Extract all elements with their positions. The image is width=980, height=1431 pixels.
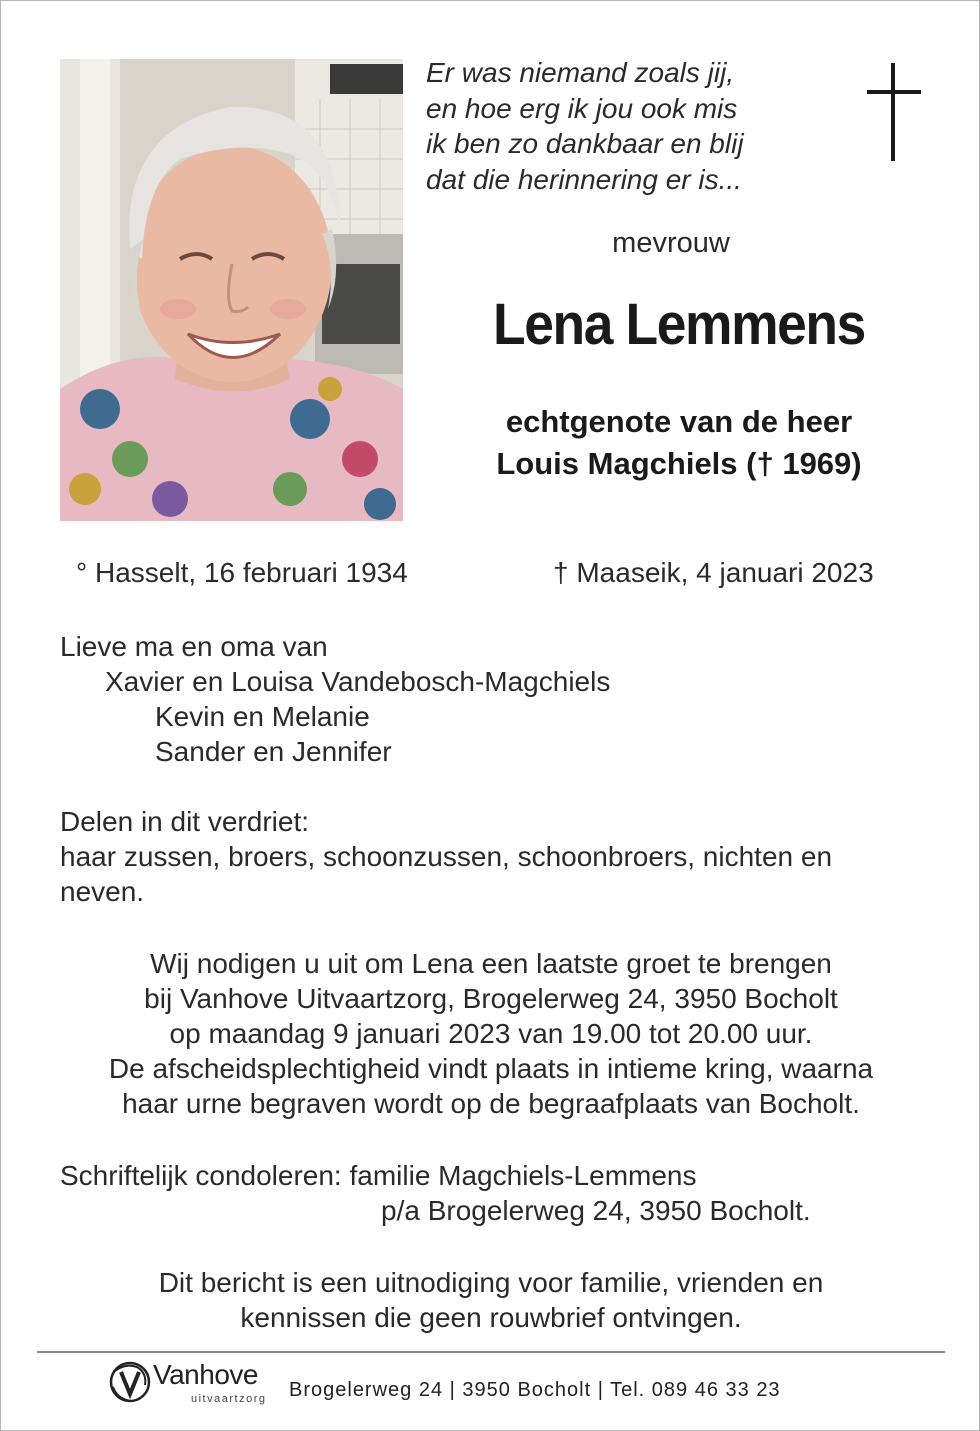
- condolences-line: Schriftelijk condoleren: familie Magchiels-Lemmens: [60, 1160, 697, 1191]
- condolences-address: p/a Brogelerweg 24, 3950 Bocholt.: [381, 1195, 811, 1226]
- deceased-name: Lena Lemmens: [493, 292, 865, 357]
- portrait-photo: [60, 59, 403, 521]
- poem-line: en hoe erg ik jou ook mis: [426, 92, 738, 124]
- footer-address: Brogelerweg 24 | 3950 Bocholt | Tel. 089 46 33 23: [289, 1379, 781, 1401]
- share-intro: Delen in dit verdriet:: [60, 806, 310, 837]
- invitation-line: De afscheidsplechtigheid vindt plaats in intieme kring, waarna: [108, 1053, 874, 1084]
- share-section: [60, 804, 940, 909]
- death-date: † Maaseik, 4 januari 2023: [553, 557, 874, 588]
- share-line: haar zussen, broers, schoonzussen, schoonbroers, nichten en: [60, 841, 833, 872]
- divider: [37, 1351, 945, 1353]
- invitation-line: op maandag 9 januari 2023 van 19.00 tot 20.00 uur.: [169, 1018, 813, 1049]
- latin-cross-icon: [863, 63, 925, 161]
- spouse-info: [421, 401, 937, 485]
- vanhove-emblem-icon: [107, 1357, 153, 1407]
- poem-line: dat die herinnering er is...: [426, 163, 742, 195]
- condolences-section: [60, 1158, 940, 1228]
- invitation-section: [41, 946, 941, 1121]
- family-section: [60, 629, 940, 769]
- children-line: Xavier en Louisa Vandebosch-Magchiels: [105, 666, 611, 697]
- salutation: mevrouw: [612, 227, 730, 259]
- invitation-line: Wij nodigen u uit om Lena een laatste groet te brengen: [150, 948, 832, 979]
- brand-name: Vanhove: [153, 1359, 258, 1390]
- share-line: neven.: [60, 876, 145, 907]
- poem: [426, 55, 846, 197]
- vanhove-logo: [107, 1357, 277, 1409]
- spouse-line: Louis Magchiels († 1969): [496, 446, 862, 481]
- notice-section: [41, 1265, 941, 1335]
- poem-line: Er was niemand zoals jij,: [426, 57, 735, 88]
- notice-line: Dit bericht is een uitnodiging voor familie, vrienden en: [158, 1267, 824, 1298]
- grandchildren-line: Sander en Jennifer: [155, 736, 392, 767]
- invitation-line: bij Vanhove Uitvaartzorg, Brogelerweg 24, 3950 Bocholt: [144, 983, 838, 1014]
- grandchildren-line: Kevin en Melanie: [155, 701, 370, 732]
- invitation-line: haar urne begraven wordt op de begraafplaats van Bocholt.: [122, 1088, 860, 1119]
- family-intro: Lieve ma en oma van: [60, 631, 328, 662]
- brand-subtitle: uitvaartzorg: [191, 1393, 267, 1405]
- poem-line: ik ben zo dankbaar en blij: [426, 128, 744, 159]
- notice-line: kennissen die geen rouwbrief ontvingen.: [240, 1302, 742, 1333]
- birth-date: ° Hasselt, 16 februari 1934: [76, 557, 408, 588]
- spouse-line: echtgenote van de heer: [505, 404, 853, 439]
